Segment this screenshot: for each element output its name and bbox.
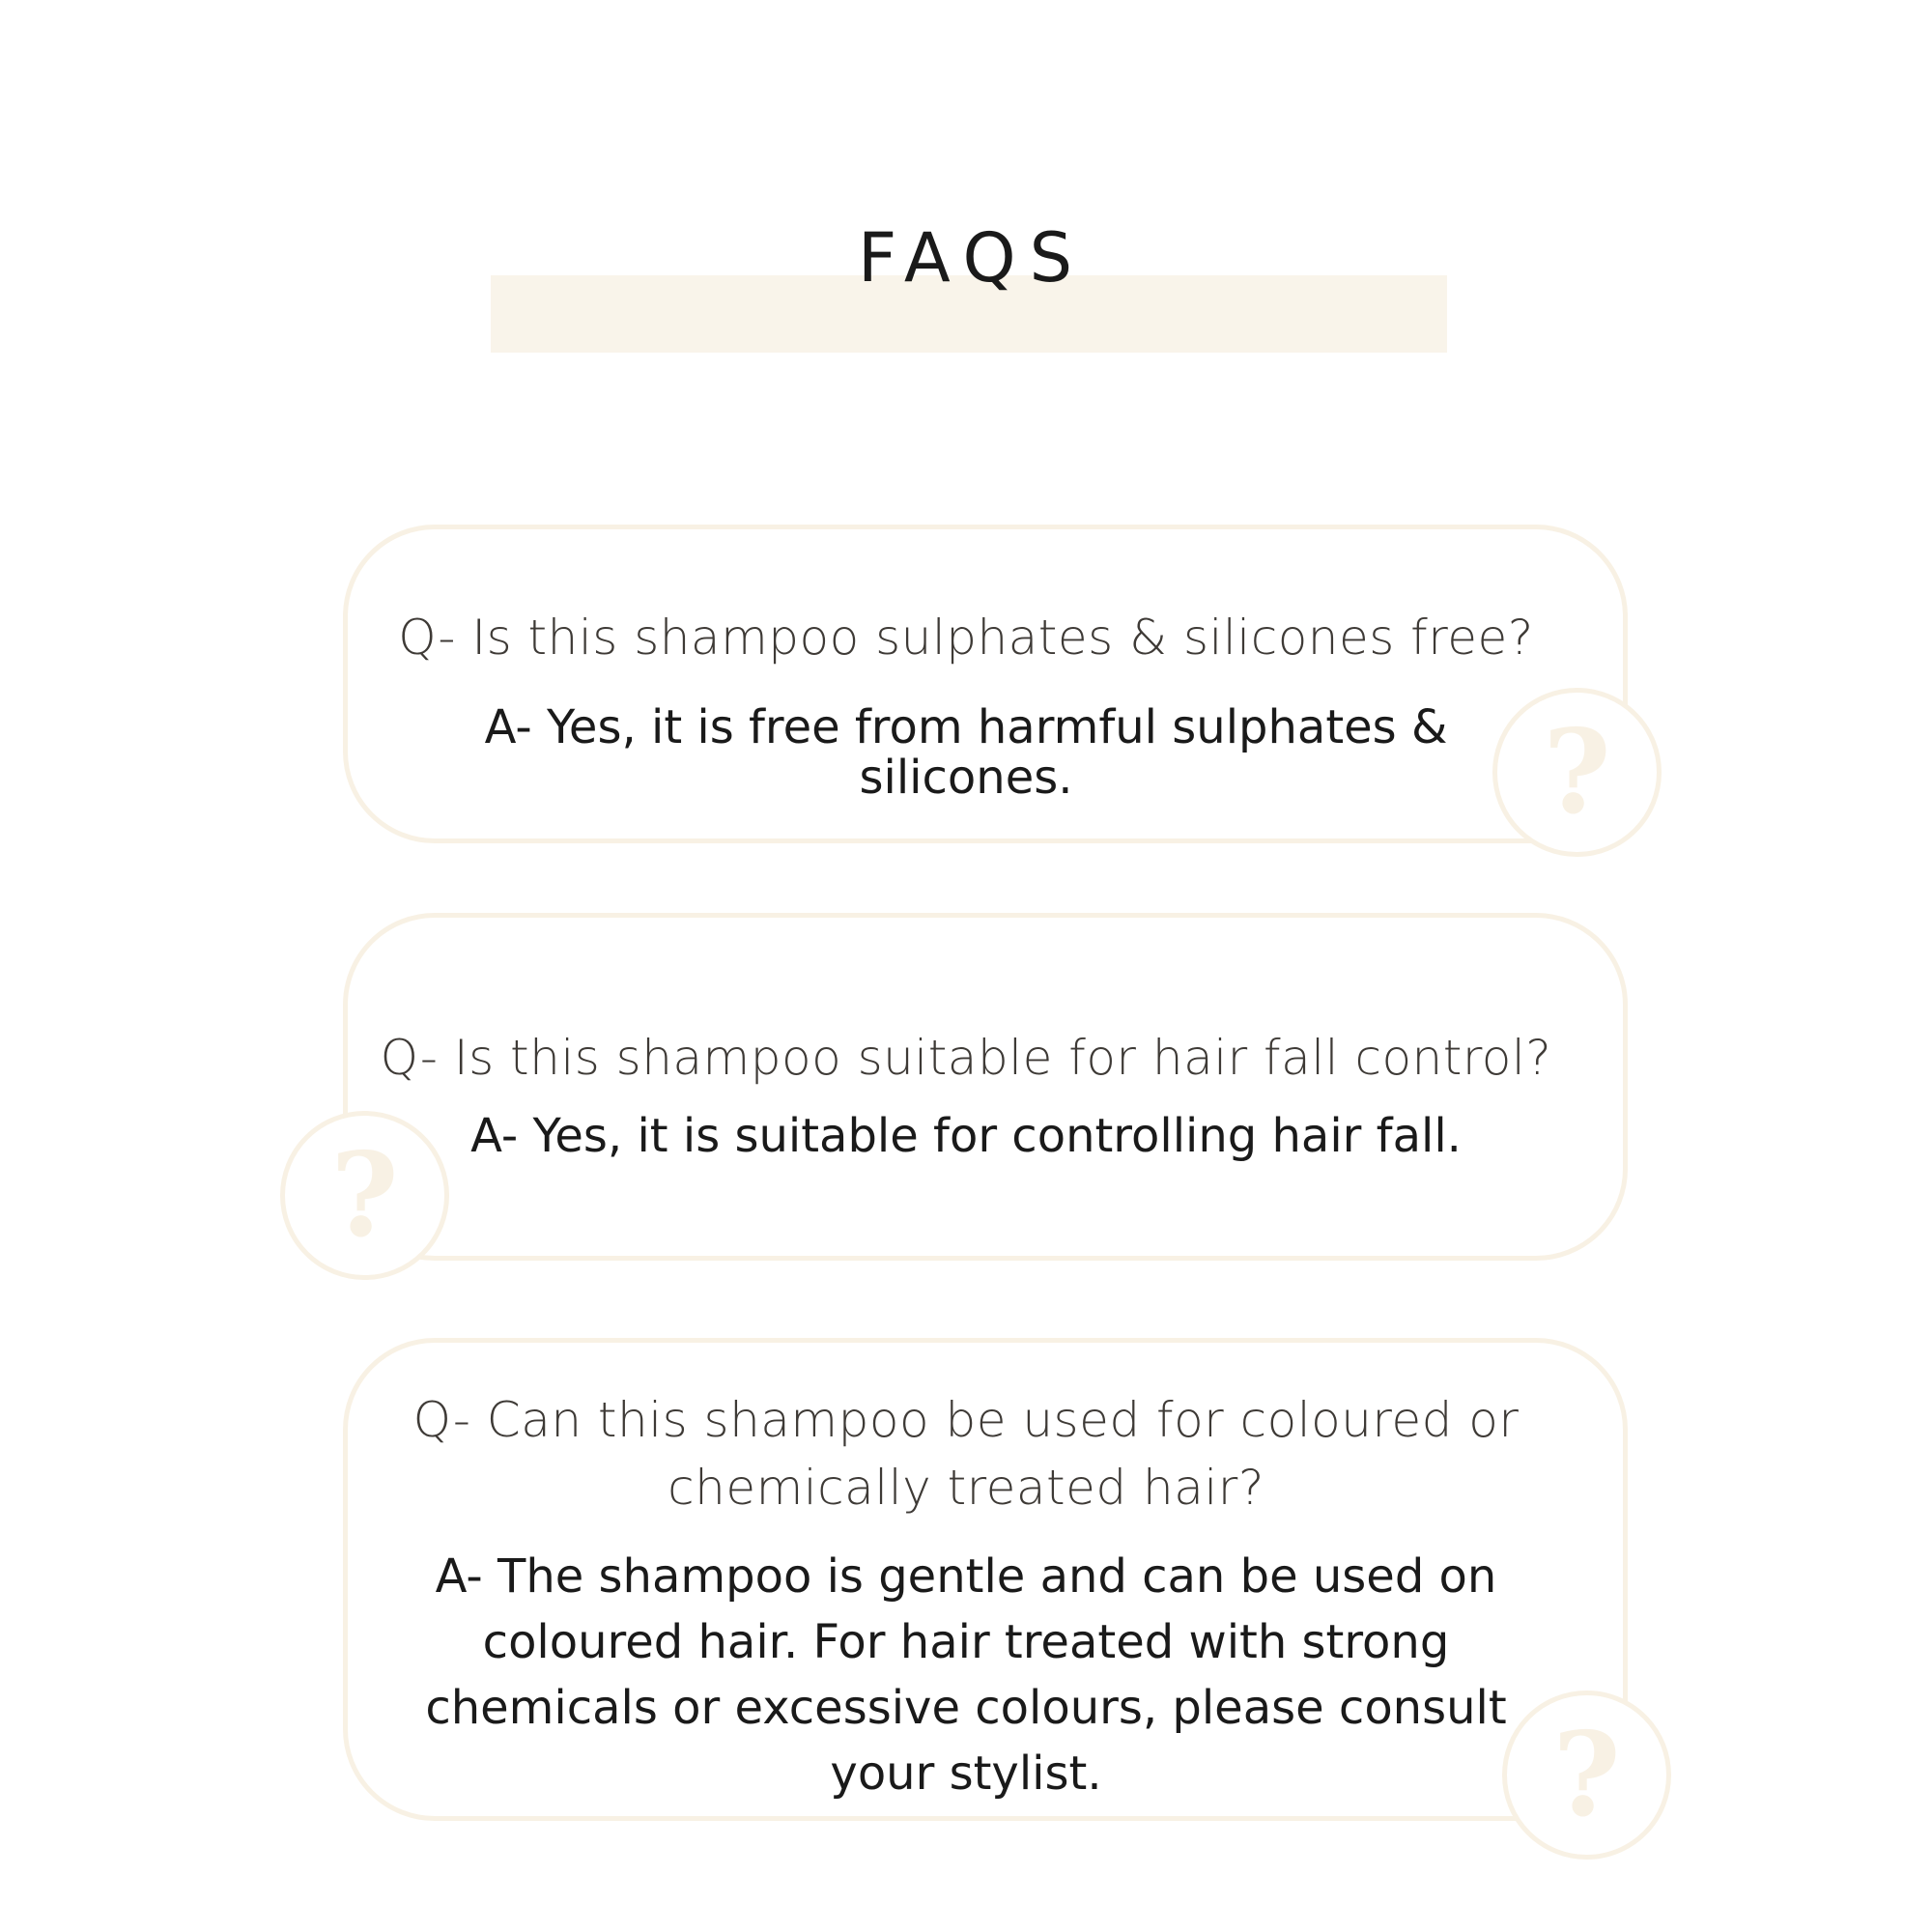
page-title: FAQS (857, 218, 1087, 298)
faq-answer: A- Yes, it is free from harmful sulphates & silicones. (484, 700, 1448, 805)
question-mark-icon: ? (1502, 1690, 1671, 1860)
faq-question: Q- Can this shampoo be used for coloured or chemically treated hair? (412, 1392, 1520, 1516)
question-mark-icon: ? (1492, 688, 1662, 857)
faq-answer: A- Yes, it is suitable for controlling hair fall. (470, 1109, 1462, 1163)
faq-answer: A- The shampoo is gentle and can be used on coloured hair. For hair treated with strong chemicals or excessive colours, please consult your stylist. (425, 1549, 1507, 1801)
question-mark-icon: ? (280, 1111, 449, 1280)
faq-question: Q- Is this shampoo suitable for hair fall control? (380, 1030, 1552, 1086)
faq-question: Q- Is this shampoo sulphates & silicones free? (398, 610, 1534, 666)
